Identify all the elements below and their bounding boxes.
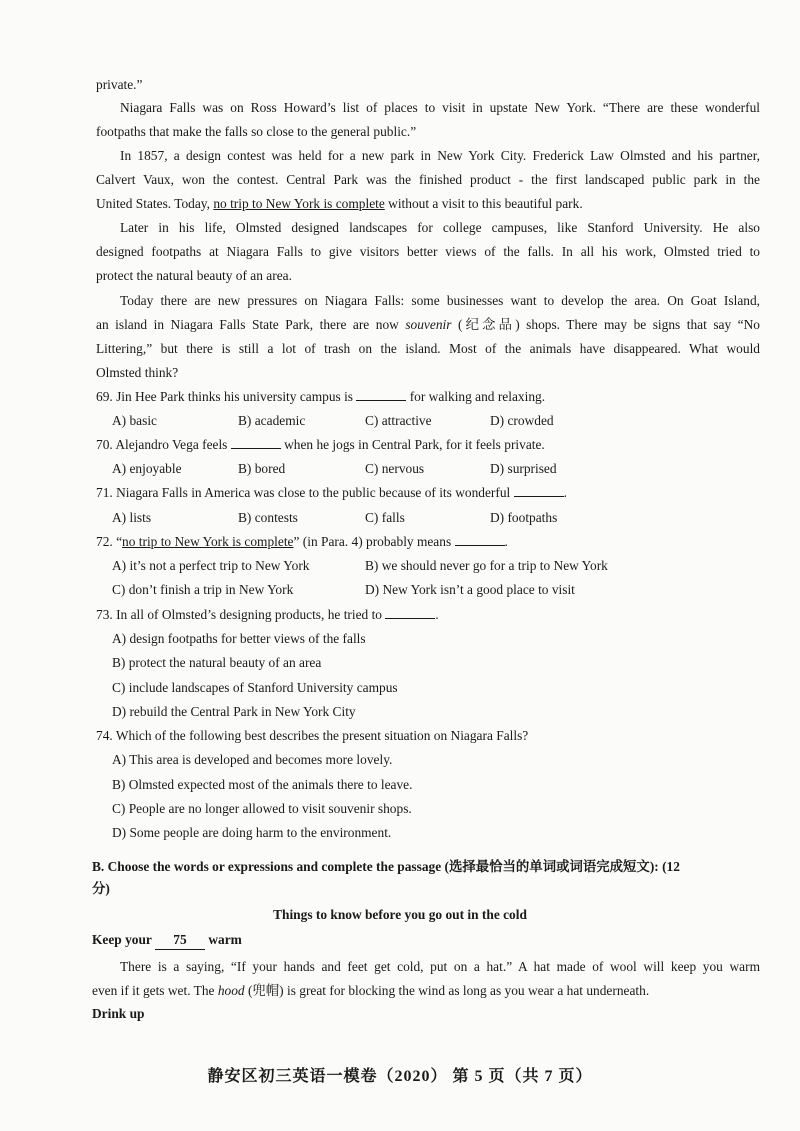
option-a: A) basic bbox=[112, 413, 157, 428]
passage-line bbox=[120, 219, 760, 237]
italic-word: hood bbox=[217, 983, 245, 998]
text: even if it gets wet. The bbox=[92, 983, 218, 998]
answer-blank bbox=[356, 388, 406, 401]
option-a: A) design footpaths for better views of the falls bbox=[112, 631, 366, 646]
option-a: A) This area is developed and becomes more lovely. bbox=[112, 752, 393, 767]
passage-line bbox=[120, 292, 760, 310]
text: 71. Niagara Falls in America was close to the public because of its wonderful bbox=[96, 485, 514, 500]
option-b: B) Olmsted expected most of the animals there to leave. bbox=[112, 777, 413, 792]
passage-line bbox=[120, 99, 760, 117]
text: Keep your bbox=[92, 932, 155, 947]
passage-line bbox=[96, 123, 760, 141]
option-c: C) falls bbox=[365, 510, 405, 525]
underlined-phrase: no trip to New York is complete bbox=[213, 196, 385, 211]
text: without a visit to this beautiful park. bbox=[384, 196, 583, 211]
blank-number: 75 bbox=[155, 931, 205, 950]
page-footer: 静安区初三英语一模卷（2020） 第 5 页（共 7 页） bbox=[207, 1068, 593, 1085]
text: Today there are new pressures on Niagara Falls: some businesses want to develop the area. On Goat Island, bbox=[120, 293, 760, 308]
text: protect the natural beauty of an area. bbox=[96, 268, 292, 283]
italic-word: souvenir bbox=[405, 317, 452, 332]
text: Drink up bbox=[92, 1006, 145, 1021]
passage-line bbox=[96, 316, 760, 334]
subheading-keep-warm bbox=[92, 931, 756, 950]
subheading-drink-up bbox=[92, 1005, 756, 1023]
text: private.” bbox=[96, 77, 143, 92]
text: designed footpaths at Niagara Falls to give visitors better views of the falls. In all his work, Olmsted tried to bbox=[96, 244, 760, 259]
option-d: D) surprised bbox=[490, 461, 557, 476]
text: Olmsted think? bbox=[96, 365, 179, 380]
option-d: D) New York isn’t a good place to visit bbox=[365, 582, 575, 597]
question-69 bbox=[96, 388, 760, 406]
text: 分) bbox=[92, 881, 110, 896]
option-b: B) we should never go for a trip to New York bbox=[365, 558, 608, 573]
text: (兜帽) is great for blocking the wind as long as you wear a hat underneath. bbox=[244, 983, 650, 998]
text: 72. “ bbox=[96, 534, 123, 549]
text: United States. Today, bbox=[96, 196, 214, 211]
passage-line bbox=[96, 364, 760, 382]
text: 69. Jin Hee Park thinks his university campus is bbox=[96, 389, 357, 404]
option-a: A) it’s not a perfect trip to New York bbox=[112, 558, 310, 573]
passage-line bbox=[92, 982, 756, 1000]
passage-line bbox=[96, 243, 760, 261]
passage-line bbox=[120, 958, 760, 976]
text: . bbox=[563, 485, 567, 500]
text: 70. Alejandro Vega feels bbox=[96, 437, 231, 452]
text: (纪念品) shops. There may be signs that say “No bbox=[451, 317, 760, 332]
option-d: D) rebuild the Central Park in New York City bbox=[112, 704, 356, 719]
option-a: A) enjoyable bbox=[112, 461, 182, 476]
option-c: C) don’t finish a trip in New York bbox=[112, 582, 294, 597]
section-b-heading-cont bbox=[92, 880, 756, 898]
option-a: A) lists bbox=[112, 510, 152, 525]
text: There is a saying, “If your hands and feet get cold, put on a hat.” A hat made of wool will keep you warm bbox=[120, 959, 760, 974]
text: 74. Which of the following best describes the present situation on Niagara Falls? bbox=[96, 728, 529, 743]
answer-blank bbox=[231, 436, 281, 449]
question-74 bbox=[96, 727, 760, 745]
option-c: C) People are no longer allowed to visit souvenir shops. bbox=[112, 801, 412, 816]
option-c: C) include landscapes of Stanford University campus bbox=[112, 680, 398, 695]
passage-line bbox=[96, 267, 760, 285]
passage-line bbox=[120, 147, 760, 165]
question-71 bbox=[96, 484, 760, 502]
text: for walking and relaxing. bbox=[406, 389, 546, 404]
option-c: C) attractive bbox=[365, 413, 432, 428]
text: ” (in Para. 4) probably means bbox=[293, 534, 455, 549]
text: Later in his life, Olmsted designed landscapes for college campuses, like Stanford University. He also bbox=[120, 220, 760, 235]
question-73 bbox=[96, 606, 760, 624]
option-b: B) contests bbox=[238, 510, 298, 525]
question-72 bbox=[96, 533, 760, 551]
text: . bbox=[504, 534, 508, 549]
text: Calvert Vaux, won the contest. Central Park was the finished product - the first landscaped public park in the bbox=[96, 172, 760, 187]
section-b-heading bbox=[92, 858, 756, 876]
passage-line bbox=[96, 340, 760, 358]
passage-line bbox=[96, 171, 760, 189]
text: Niagara Falls was on Ross Howard’s list of places to visit in upstate New York. “There are these wonderful bbox=[120, 100, 760, 115]
text: an island in Niagara Falls State Park, there are now bbox=[96, 317, 406, 332]
text: . bbox=[435, 607, 439, 622]
answer-blank bbox=[385, 606, 435, 619]
option-d: D) crowded bbox=[490, 413, 554, 428]
option-d: D) Some people are doing harm to the environment. bbox=[112, 825, 392, 840]
text: warm bbox=[204, 932, 242, 947]
text: B. Choose the words or expressions and complete the passage (选择最恰当的单词或词语完成短文): (12 bbox=[92, 859, 680, 874]
passage-line bbox=[96, 195, 760, 213]
option-d: D) footpaths bbox=[490, 510, 558, 525]
question-70 bbox=[96, 436, 760, 454]
text: In 1857, a design contest was held for a new park in New York City. Frederick Law Olmsted and his partner, bbox=[120, 148, 760, 163]
underlined-phrase: no trip to New York is complete bbox=[122, 534, 294, 549]
option-c: C) nervous bbox=[365, 461, 425, 476]
text: Littering,” but there is still a lot of trash on the island. Most of the animals have disappeared. What would bbox=[96, 341, 760, 356]
option-b: B) protect the natural beauty of an area bbox=[112, 655, 322, 670]
answer-blank bbox=[514, 484, 564, 497]
text: when he jogs in Central Park, for it feels private. bbox=[280, 437, 545, 452]
passage-title: Things to know before you go out in the cold bbox=[273, 907, 527, 922]
text: footpaths that make the falls so close to the general public.” bbox=[96, 124, 417, 139]
text: 73. In all of Olmsted’s designing products, he tried to bbox=[96, 607, 386, 622]
option-b: B) academic bbox=[238, 413, 306, 428]
answer-blank bbox=[455, 533, 505, 546]
passage-line bbox=[96, 76, 760, 94]
option-b: B) bored bbox=[238, 461, 286, 476]
